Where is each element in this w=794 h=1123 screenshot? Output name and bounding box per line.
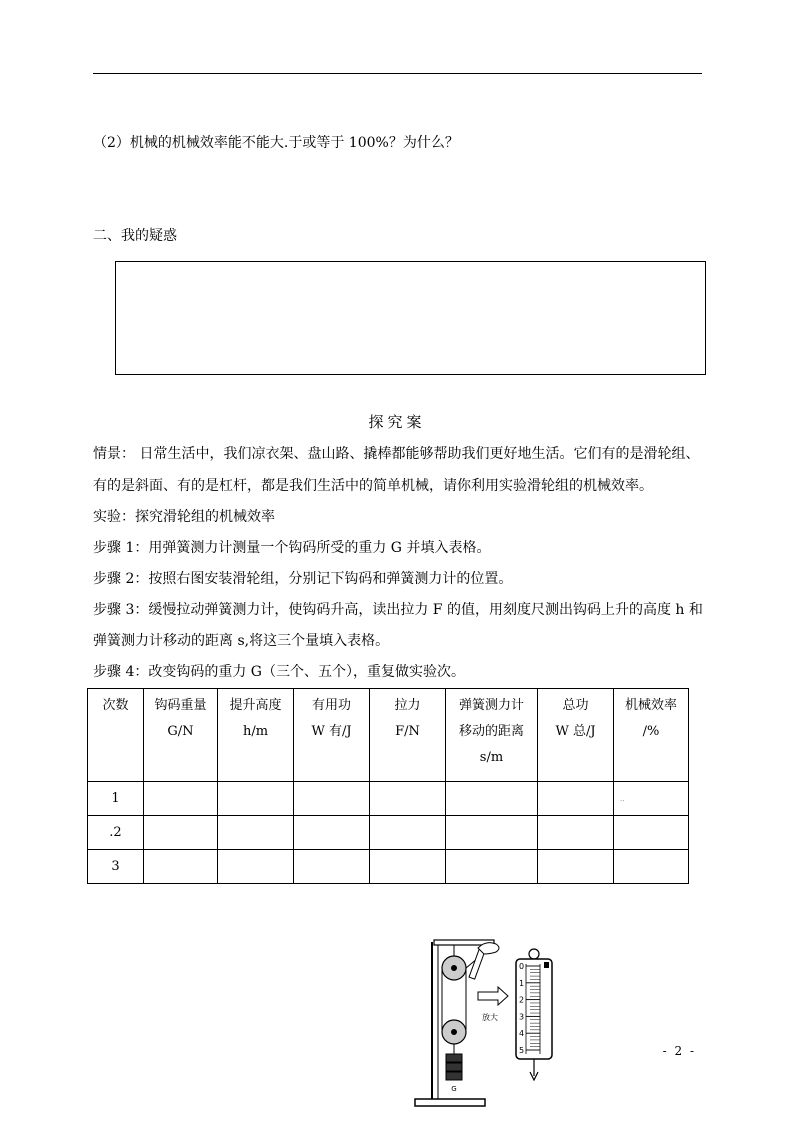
table-cell[interactable]	[614, 816, 689, 850]
scenario-line-1: 情景： 日常生活中，我们凉衣架、盘山路、撬棒都能够帮助我们更好地生活。它们有的是滑轮组、	[93, 446, 700, 462]
table-cell[interactable]	[538, 816, 614, 850]
table-cell[interactable]	[614, 850, 689, 884]
doubt-answer-box[interactable]	[115, 261, 706, 375]
step-2: 步骤 2：按照右图安装滑轮组，分别记下钩码和弹簧测力计的位置。	[93, 571, 513, 587]
table-cell[interactable]	[446, 850, 538, 884]
header-rule	[93, 73, 702, 74]
table-cell[interactable]	[294, 816, 370, 850]
header-cell: 拉力 F/N	[370, 689, 446, 782]
table-cell[interactable]	[144, 850, 218, 884]
table-cell[interactable]	[294, 850, 370, 884]
movable-pulley-axle	[451, 1029, 457, 1035]
enlarge-arrow-icon	[478, 987, 508, 1005]
table-cell[interactable]	[446, 782, 538, 816]
table-row	[88, 816, 689, 850]
scale-tick-label: 0	[519, 962, 525, 971]
results-table	[87, 688, 689, 884]
table-cell[interactable]	[218, 816, 294, 850]
table-cell[interactable]	[370, 850, 446, 884]
row-number: 1	[88, 782, 144, 816]
question-2: （2）机械的机械效率能不能大.于或等于 100%？为什么？	[93, 135, 459, 151]
weight-block	[446, 1072, 462, 1080]
scale-tick-label: 1	[519, 978, 525, 988]
stand-base	[415, 1099, 485, 1106]
explore-title: 探究案	[368, 413, 426, 431]
table-cell[interactable]	[538, 782, 614, 816]
fixed-pulley-axle	[451, 965, 457, 971]
step-3-line-1: 步骤 3：缓慢拉动弹簧测力计，使钩码升高，读出拉力 F 的值，用刻度尺测出钩码上升的高度 h 和	[93, 602, 703, 618]
scenario-line-2: 有的是斜面、有的是杠杆，都是我们生活中的简单机械，请你利用实验滑轮组的机械效率。	[93, 478, 653, 494]
row-number: .2	[88, 816, 144, 850]
enlarged-spring-scale	[516, 959, 552, 1059]
experiment-heading: 实验：探究滑轮组的机械效率	[93, 509, 275, 525]
section-doubt-heading: 二、我的疑惑	[93, 228, 177, 244]
stray-mark: ..	[620, 795, 625, 803]
scale-pointer	[544, 962, 549, 968]
table-cell[interactable]	[614, 782, 689, 816]
table-header-row	[88, 689, 689, 782]
enlarge-label: 放大	[482, 1013, 498, 1022]
table-cell[interactable]	[144, 782, 218, 816]
table-cell[interactable]	[446, 816, 538, 850]
header-cell: 钩码重量 G/N	[144, 689, 218, 782]
weight-label: G	[451, 1085, 457, 1093]
step-3-line-2: 弹簧测力计移动的距离 s,将这三个量填入表格。	[93, 633, 390, 649]
header-cell: 次数	[88, 689, 144, 782]
pulley-apparatus-figure	[412, 934, 572, 1114]
table-cell[interactable]	[294, 782, 370, 816]
step-1: 步骤 1：用弹簧测力计测量一个钩码所受的重力 G 并填入表格。	[93, 540, 491, 556]
table-row	[88, 782, 689, 816]
weight-block	[446, 1063, 462, 1071]
weight-block	[446, 1054, 462, 1062]
table-cell[interactable]	[218, 850, 294, 884]
table-cell[interactable]	[538, 850, 614, 884]
scale-tick-label: 3	[519, 1012, 525, 1022]
step-4: 步骤 4：改变钩码的重力 G（三个、五个），重复做实验次。	[93, 664, 465, 680]
table-cell[interactable]	[218, 782, 294, 816]
scale-tick-label: 5	[519, 1046, 525, 1055]
row-number: 3	[88, 850, 144, 884]
scale-tick-label: 4	[519, 1029, 525, 1039]
header-cell: 机械效率 /%	[614, 689, 689, 782]
table-cell[interactable]	[144, 816, 218, 850]
header-cell: 弹簧测力计 移动的距离 s/m	[446, 689, 538, 782]
scale-tick-label: 2	[519, 995, 525, 1005]
table-cell[interactable]	[370, 816, 446, 850]
table-cell[interactable]	[370, 782, 446, 816]
scale-top-ring	[529, 949, 539, 959]
header-cell: 有用功 W 有/J	[294, 689, 370, 782]
header-cell: 总功 W 总/J	[538, 689, 614, 782]
table-row	[88, 850, 689, 884]
header-cell: 提升高度 h/m	[218, 689, 294, 782]
page-number: - 2 -	[662, 1044, 696, 1058]
